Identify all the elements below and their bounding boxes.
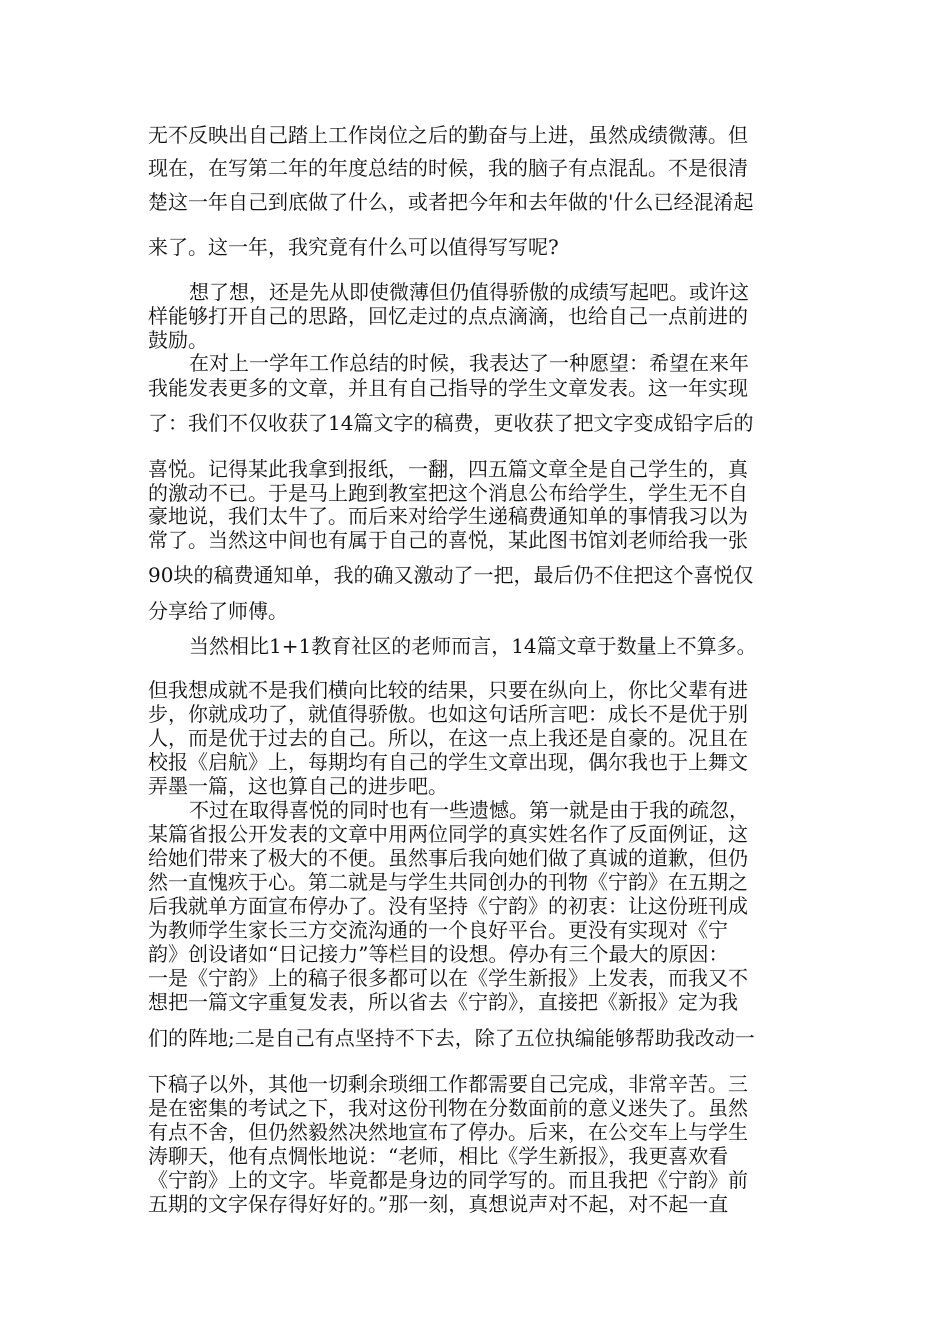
text-line: 想把一篇文字重复发表，所以省去《宁韵》，直接把《新报》定为我 [148,990,738,1014]
text-line: 下稿子以外，其他一切剩余琐细工作都需要自己完成，非常辛苦。三 [148,1072,748,1096]
text-line: 现在，在写第二年的年度总结的时候，我的脑子有点混乱。不是很清 [148,156,748,180]
text-line: 豪地说，我们太牛了。而后来对给学生递稿费通知单的事情我习以为 [148,504,748,528]
text-line: 在对上一学年工作总结的时候，我表达了一种愿望：希望在来年 [189,351,749,375]
text-line: 然一直愧疚于心。第二就是与学生共同创办的刊物《宁韵》在五期之 [148,870,748,894]
text-line: 一是《宁韵》上的稿子很多都可以在《学生新报》上发表，而我又不 [148,966,748,990]
text-line: 们的阵地;二是自己有点坚持不下去，除了五位执编能够帮助我改动一 [148,1026,755,1050]
text-line: 后我就单方面宣布停办了。没有坚持《宁韵》的初衷：让这份班刊成 [148,894,748,918]
text-line: 来了。这一年，我究竟有什么可以值得写写呢? [148,235,559,259]
text-line: 无不反映出自己踏上工作岗位之后的勤奋与上进，虽然成绩微薄。但 [148,123,748,147]
text-line: 鼓励。 [148,328,208,352]
text-line: 人，而是优于过去的自己。所以，在这一点上我还是自豪的。况且在 [148,726,748,750]
text-line: 90块的稿费通知单，我的确又激动了一把，最后仍不住把这个喜悦仅 [148,563,754,587]
text-line: 《宁韵》上的文字。毕竟都是身边的同学写的。而且我把《宁韵》前 [148,1168,748,1192]
text-line: 校报《启航》上，每期均有自己的学生文章出现，偶尔我也于上舞文 [148,750,748,774]
text-line: 但我想成就不是我们横向比较的结果，只要在纵向上，你比父辈有进 [148,678,748,702]
text-line: 楚这一年自己到底做了什么，或者把今年和去年做的'什么已经混淆起 [148,190,754,214]
text-line: 了：我们不仅收获了14篇文字的稿费，更收获了把文字变成铅字后的 [148,411,754,435]
text-line: 当然相比1+1教育社区的老师而言，14篇文章于数量上不算多。 [189,634,757,658]
text-line: 想了想，还是先从即使微薄但仍值得骄傲的成绩写起吧。或许这 [189,280,749,304]
text-line: 某篇省报公开发表的文章中用两位同学的真实姓名作了反面例证，这 [148,822,748,846]
text-line: 不过在取得喜悦的同时也有一些遗憾。第一就是由于我的疏忽， [189,798,749,822]
text-line: 常了。当然这中间也有属于自己的喜悦，某此图书馆刘老师给我一张 [148,528,748,552]
text-line: 分享给了师傅。 [148,599,288,623]
text-line: 的激动不已。于是马上跑到教室把这个消息公布给学生，学生无不自 [148,481,748,505]
text-line: 是在密集的考试之下，我对这份刊物在分数面前的意义迷失了。虽然 [148,1096,748,1120]
text-line: 步，你就成功了，就值得骄傲。也如这句话所言吧：成长不是优于别 [148,702,748,726]
text-line: 给她们带来了极大的不便。虽然事后我向她们做了真诚的道歉，但仍 [148,846,748,870]
text-line: 我能发表更多的文章，并且有自己指导的学生文章发表。这一年实现 [148,376,748,400]
text-line: 弄墨一篇，这也算自己的进步吧。 [148,774,448,798]
text-line: 有点不舍，但仍然毅然决然地宣布了停办。后来，在公交车上与学生 [148,1120,748,1144]
text-line: 韵》创设诸如“日记接力”等栏目的设想。停办有三个最大的原因： [148,942,729,966]
text-line: 涛聊天，他有点惆怅地说：“老师，相比《学生新报》，我更喜欢看 [148,1144,729,1168]
text-line: 样能够打开自己的思路，回忆走过的点点滴滴，也给自己一点前进的 [148,304,748,328]
text-line: 喜悦。记得某此我拿到报纸，一翻，四五篇文章全是自己学生的，真 [148,457,748,481]
text-line: 为教师学生家长三方交流沟通的一个良好平台。更没有实现对《宁 [148,918,728,942]
text-line: 五期的文字保存得好好的。”那一刻，真想说声对不起，对不起一直 [148,1192,729,1216]
